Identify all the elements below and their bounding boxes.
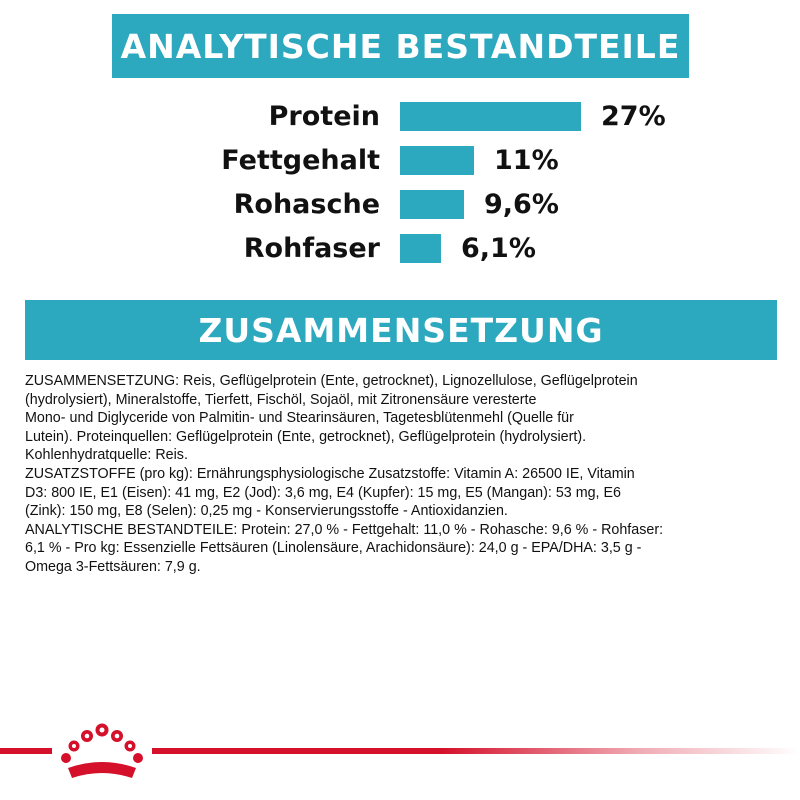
analytics-row-value: 27% [601, 101, 666, 132]
analytics-row-value: 6,1% [461, 233, 536, 264]
royal-canin-crown-icon [52, 716, 152, 784]
analytics-bar [400, 146, 474, 175]
analytics-title: ANALYTISCHE BESTANDTEILE [120, 26, 681, 66]
composition-line: Omega 3-Fettsäuren: 7,9 g. [25, 558, 201, 575]
composition-title-banner [25, 300, 777, 360]
composition-line: ZUSAMMENSETZUNG: Reis, Geflügelprotein (Ente, getrocknet), Lignozellulose, Geflügelprotein [25, 373, 638, 389]
composition-line: 6,1 % - Pro kg: Essenzielle Fettsäuren (Linolensäure, Arachidonsäure): 24,0 g - EPA/DHA: 3,5 g - [25, 540, 642, 557]
composition-line: (Zink): 150 mg, E8 (Selen): 0,25 mg - Konservierungsstoffe - Antioxidanzien. [25, 503, 508, 520]
composition-line: ANALYTISCHE BESTANDTEILE: Protein: 27,0 % - Fettgehalt: 11,0 % - Rohasche: 9,6 % - Rohfaser: [25, 521, 664, 538]
analytics-bar [400, 102, 581, 131]
analytics-row-fettgehalt [0, 141, 800, 181]
composition-line: Kohlenhydratquelle: Reis. [25, 447, 188, 464]
composition-text-block [25, 372, 780, 577]
composition-line: Lutein). Proteinquellen: Geflügelprotein (Ente, getrocknet), Geflügelprotein (hydrolysiert). [25, 428, 587, 445]
analytics-row-rohfaser [0, 229, 800, 269]
analytics-row-label: Rohfaser [243, 233, 380, 264]
analytics-bar [400, 190, 464, 219]
composition-line: Mono- und Diglyceride von Palmitin- und Stearinsäuren, Tagetesblütenmehl (Quelle für [25, 410, 574, 427]
analytics-row-label: Rohasche [233, 189, 380, 220]
analytics-row-value: 11% [494, 145, 559, 176]
analytics-row-label: Protein [268, 101, 380, 132]
analytics-row-protein [0, 97, 800, 137]
composition-line: ZUSATZSTOFFE (pro kg): Ernährungsphysiologische Zusatzstoffe: Vitamin A: 26500 IE, Vitamin [25, 465, 635, 482]
analytics-row-label: Fettgehalt [221, 145, 380, 176]
composition-title: ZUSAMMENSETZUNG [198, 310, 604, 350]
composition-line: D3: 800 IE, E1 (Eisen): 41 mg, E2 (Jod): 3,6 mg, E4 (Kupfer): 15 mg, E5 (Mangan): 53 mg, E6 [25, 484, 621, 501]
composition-line: (hydrolysiert), Mineralstoffe, Tierfett, Fischöl, Sojaöl, mit Zitronensäure veresterte [25, 391, 537, 408]
analytics-title-banner [112, 14, 689, 78]
analytics-bar [400, 234, 441, 263]
analytics-row-rohasche [0, 185, 800, 225]
analytics-row-value: 9,6% [484, 189, 559, 220]
